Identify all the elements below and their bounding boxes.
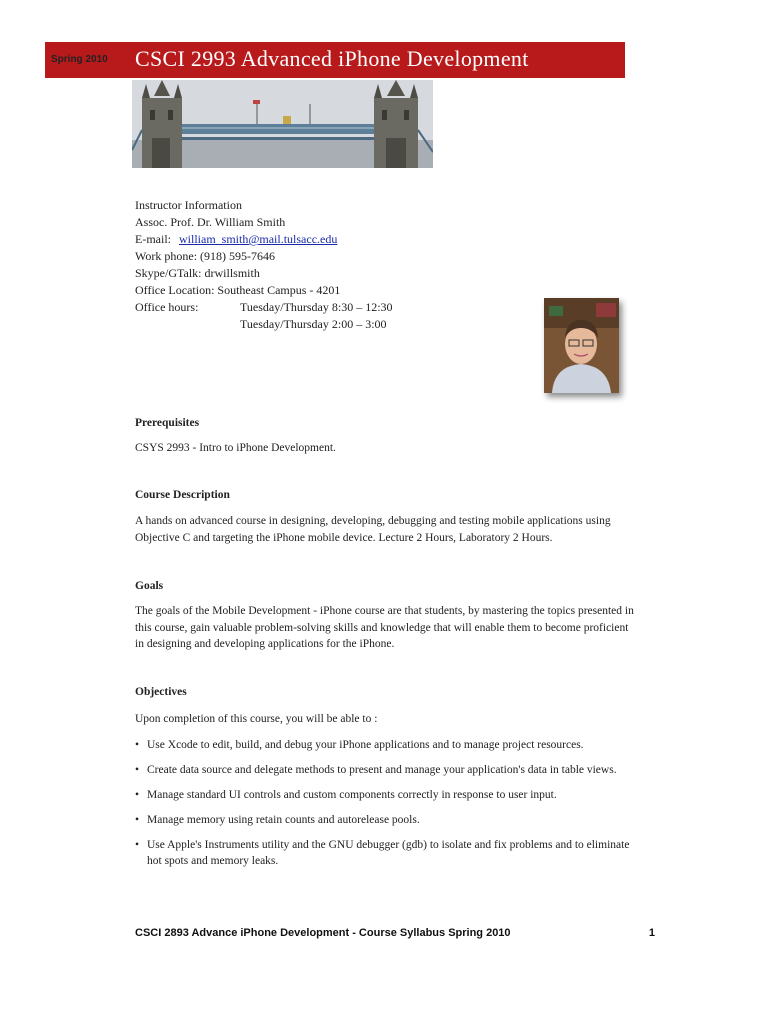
office-location: Office Location: Southeast Campus - 4201: [135, 283, 341, 297]
office-hours-row: [135, 299, 393, 316]
course-title: CSCI 2993 Advanced iPhone Development: [135, 46, 529, 71]
objective-text: Manage standard UI controls and custom components correctly in response to user input.: [147, 789, 557, 801]
tower-bridge-photo: [132, 80, 433, 168]
instructor-name: Assoc. Prof. Dr. William Smith: [135, 215, 286, 229]
office-hours-2: Tuesday/Thursday 2:00 – 3:00: [240, 317, 387, 331]
office-hours-label: Office hours:: [135, 300, 199, 314]
portrait-illustration: [544, 298, 619, 393]
objective-text: Create data source and delegate methods to present and manage your application's data in table views.: [147, 764, 617, 776]
office-hours-row-2: [135, 316, 387, 333]
email-label: E-mail:: [135, 232, 171, 246]
term-label: Spring 2010: [51, 54, 108, 65]
instructor-heading: Instructor Information: [135, 198, 242, 212]
page-footer: [135, 927, 655, 939]
header-banner: [45, 42, 625, 78]
instructor-info: [135, 197, 393, 333]
tower-bridge-illustration: [132, 80, 433, 168]
office-hours-1: Tuesday/Thursday 8:30 – 12:30: [240, 300, 393, 314]
footer-text: CSCI 2893 Advance iPhone Development - Course Syllabus Spring 2010: [135, 927, 511, 939]
list-item: [135, 787, 635, 803]
instructor-email-row: [135, 231, 340, 248]
email-link[interactable]: william_smith@mail.tulsacc.edu: [179, 232, 338, 246]
objectives-heading: Objectives: [135, 686, 187, 698]
goals-text: The goals of the Mobile Development - iPhone course are that students, by mastering the topics presented in this course, gain valuable problem-solving skills and knowledge that will enable them to become proficient in designing and developing applications for the iPhone.: [135, 605, 634, 650]
page-number: 1: [648, 927, 655, 939]
bullet-icon: •: [135, 839, 140, 851]
bullet-icon: •: [135, 789, 140, 801]
objectives-list: [135, 737, 635, 878]
goals-heading: Goals: [135, 580, 164, 592]
desc-text: A hands on advanced course in designing, developing, debugging and testing mobile applications using Objective C and targeting the iPhone mobile device. Lecture 2 Hours, Laboratory 2 Hours.: [135, 515, 611, 544]
objective-text: Manage memory using retain counts and autorelease pools.: [147, 814, 420, 826]
skype: Skype/GTalk: drwillsmith: [135, 266, 260, 280]
prereq-heading: Prerequisites: [135, 417, 200, 429]
list-item: [135, 737, 635, 753]
prereq-text: CSYS 2993 - Intro to iPhone Development.: [135, 442, 336, 454]
objective-text: Use Apple's Instruments utility and the GNU debugger (gdb) to isolate and fix problems and to eliminate hot spots and memory leaks.: [147, 839, 630, 867]
instructor-portrait: [544, 298, 619, 393]
objectives-intro: Upon completion of this course, you will be able to :: [135, 713, 378, 725]
bullet-icon: •: [135, 764, 140, 776]
objective-text: Use Xcode to edit, build, and debug your iPhone applications and to manage project resources.: [147, 739, 584, 751]
bullet-icon: •: [135, 814, 140, 826]
desc-heading: Course Description: [135, 489, 230, 501]
list-item: [135, 837, 635, 869]
list-item: [135, 762, 635, 778]
bullet-icon: •: [135, 739, 140, 751]
work-phone: Work phone: (918) 595-7646: [135, 249, 276, 263]
list-item: [135, 812, 635, 828]
